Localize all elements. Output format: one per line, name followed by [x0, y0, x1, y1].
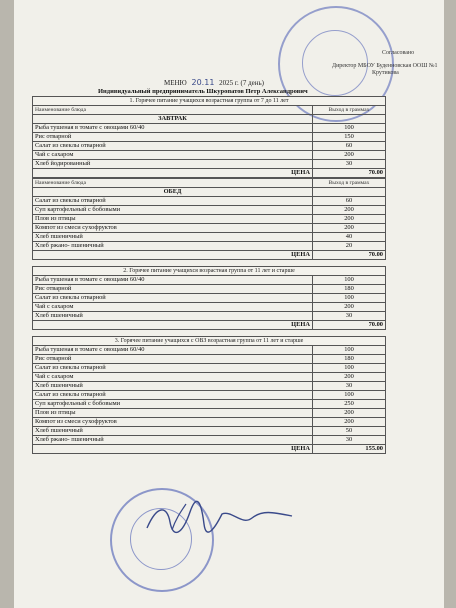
table-row: Компот из смеси сухофруктов 200: [33, 418, 386, 427]
entrepreneur-name: Индивидуальный предприниматель Шкуропатов Петр Александрович: [98, 88, 308, 95]
table-row: Салат из свеклы отварной 100: [33, 294, 386, 303]
table-row: Салат из свеклы отварной 100: [33, 391, 386, 400]
table-row: Хлеб пшеничный 50: [33, 427, 386, 436]
price-label: ЦЕНА: [33, 445, 313, 454]
table-row: Хлеб пшеничный 30: [33, 312, 386, 321]
lunch-table: [32, 178, 386, 260]
price-value: 155.00: [313, 445, 386, 454]
price-label: ЦЕНА: [33, 251, 313, 260]
table-row: Рис отварной 150: [33, 133, 386, 142]
price-value: 70.00: [313, 251, 386, 260]
table-row: Чай с сахаром 200: [33, 303, 386, 312]
table-row: Рыба тушеная в томате с овощами 60/40 100: [33, 124, 386, 133]
older-group-table: [32, 275, 386, 330]
table-row: Рыба тушеная в томате с овощами 60/40 100: [33, 346, 386, 355]
table-row: Салат из свеклы отварной 60: [33, 142, 386, 151]
table-row: Салат из свеклы отварной 100: [33, 364, 386, 373]
price-value: 70.00: [313, 169, 386, 178]
breakfast-table: [32, 105, 386, 178]
section-title: 1. Горячее питание учащихся возрастная группа от 7 до 11 лет: [32, 96, 386, 105]
approved-label: Согласовано: [382, 50, 415, 56]
section-title: 2. Горячее питание учащихся возрастная группа от 11 лет и старше: [32, 266, 386, 275]
price-value: 70.00: [313, 321, 386, 330]
approval-block: [332, 50, 442, 77]
menu-label: МЕНЮ: [164, 79, 187, 87]
menu-year: 2025 г. (7 день): [219, 79, 265, 87]
meal-title: ОБЕД: [33, 188, 313, 197]
table-row: Рис отварной 180: [33, 285, 386, 294]
meal-title: ЗАВТРАК: [33, 115, 313, 124]
section-title: 3. Горячее питание учащихся с ОВЗ возрастная группа от 11 лет и старше: [32, 336, 386, 345]
table-row: Плов из птицы 200: [33, 215, 386, 224]
table-row: Хлеб пшеничный 40: [33, 233, 386, 242]
table-row: Хлеб пшеничный 30: [33, 382, 386, 391]
col-out-header: Выход в граммах: [313, 106, 386, 115]
signature-icon: [142, 500, 302, 540]
table-row: Чай с сахаром 200: [33, 373, 386, 382]
table-row: Компот из смеси сухофруктов 200: [33, 224, 386, 233]
table-row: Хлеб ржано- пшеничный 30: [33, 436, 386, 445]
col-out-header: Выход в граммах: [313, 179, 386, 188]
table-row: Чай с сахаром 200: [33, 151, 386, 160]
menu-title: [164, 78, 264, 87]
col-name-header: Наименование блюда: [33, 106, 313, 115]
price-label: ЦЕНА: [33, 321, 313, 330]
table-row: Салат из свеклы отварной 60: [33, 197, 386, 206]
menu-date-handwritten: 20.11: [191, 78, 215, 87]
menu-table: [32, 96, 386, 454]
price-label: ЦЕНА: [33, 169, 313, 178]
table-row: Плов из птицы 200: [33, 409, 386, 418]
director-line: Директор МБОУ Буденновская ООШ №1: [332, 63, 438, 69]
ovz-group-table: [32, 345, 386, 454]
col-name-header: Наименование блюда: [33, 179, 313, 188]
menu-sheet: [14, 0, 444, 608]
table-row: Хлеб йодированный 30: [33, 160, 386, 169]
table-row: Рыба тушеная в томате с овощами 60/40 100: [33, 276, 386, 285]
director-name: Крутикова: [372, 70, 399, 76]
table-row: Рис отварной 180: [33, 355, 386, 364]
table-row: Хлеб ржано- пшеничный 20: [33, 242, 386, 251]
table-row: Суп картофельный с бобовыми 200: [33, 206, 386, 215]
table-row: Суп картофельный с бобовыми 250: [33, 400, 386, 409]
